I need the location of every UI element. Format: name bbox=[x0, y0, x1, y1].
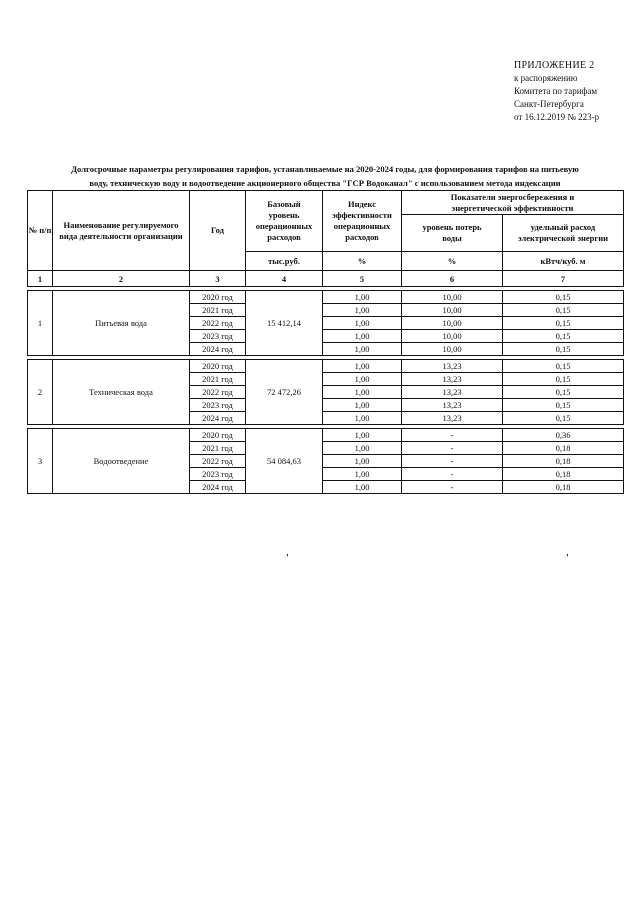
energy-consumption: 0,15 bbox=[503, 399, 624, 412]
appendix-line: к распоряжению bbox=[514, 73, 578, 83]
activity-name: Техническая вода bbox=[53, 360, 190, 425]
energy-consumption: 0,18 bbox=[503, 442, 624, 455]
unit-base: тыс.руб. bbox=[246, 252, 323, 271]
header-energy-group: Показатели энергосбережения и энергетической эффективности bbox=[402, 191, 624, 215]
water-loss: - bbox=[402, 455, 503, 468]
title-line-1: Долгосрочные параметры регулирования тарифов, устанавливаемые на 2020-2024 годы, для формирования тарифов на питьевую bbox=[71, 164, 579, 174]
efficiency-index: 1,00 bbox=[323, 291, 402, 304]
column-number: 2 bbox=[53, 271, 190, 287]
unit-index: % bbox=[323, 252, 402, 271]
energy-consumption: 0,15 bbox=[503, 386, 624, 399]
year-cell: 2022 год bbox=[190, 317, 246, 330]
column-number: 4 bbox=[246, 271, 323, 287]
header-name: Наименование регулируемого вида деятельности организации bbox=[53, 191, 190, 271]
header-loss: уровень потерь воды bbox=[402, 215, 503, 252]
energy-consumption: 0,15 bbox=[503, 360, 624, 373]
energy-consumption: 0,18 bbox=[503, 455, 624, 468]
efficiency-index: 1,00 bbox=[323, 481, 402, 494]
appendix-title: ПРИЛОЖЕНИЕ 2 bbox=[514, 60, 595, 71]
efficiency-index: 1,00 bbox=[323, 399, 402, 412]
year-cell: 2023 год bbox=[190, 330, 246, 343]
appendix-block bbox=[514, 59, 599, 124]
column-number: 6 bbox=[402, 271, 503, 287]
water-loss: - bbox=[402, 481, 503, 494]
activity-name: Питьевая вода bbox=[53, 291, 190, 356]
water-loss: 10,00 bbox=[402, 304, 503, 317]
energy-consumption: 0,18 bbox=[503, 468, 624, 481]
scan-mark: ' bbox=[566, 553, 569, 564]
efficiency-index: 1,00 bbox=[323, 412, 402, 425]
header-num: № п/п bbox=[28, 191, 53, 271]
water-loss: - bbox=[402, 429, 503, 442]
activity-name: Водоотведение bbox=[53, 429, 190, 494]
water-loss: 10,00 bbox=[402, 291, 503, 304]
efficiency-index: 1,00 bbox=[323, 373, 402, 386]
energy-consumption: 0,15 bbox=[503, 291, 624, 304]
energy-consumption: 0,36 bbox=[503, 429, 624, 442]
base-expenses: 72 472,26 bbox=[246, 360, 323, 425]
water-loss: 10,00 bbox=[402, 330, 503, 343]
unit-loss: % bbox=[402, 252, 503, 271]
efficiency-index: 1,00 bbox=[323, 304, 402, 317]
efficiency-index: 1,00 bbox=[323, 360, 402, 373]
table-row bbox=[28, 429, 624, 442]
year-cell: 2021 год bbox=[190, 373, 246, 386]
water-loss: 10,00 bbox=[402, 343, 503, 356]
year-cell: 2024 год bbox=[190, 481, 246, 494]
efficiency-index: 1,00 bbox=[323, 455, 402, 468]
base-expenses: 15 412,14 bbox=[246, 291, 323, 356]
table-row bbox=[28, 360, 624, 373]
base-expenses: 54 084,63 bbox=[246, 429, 323, 494]
efficiency-index: 1,00 bbox=[323, 317, 402, 330]
year-cell: 2023 год bbox=[190, 399, 246, 412]
energy-consumption: 0,15 bbox=[503, 373, 624, 386]
header-base: Базовый уровень операционных расходов bbox=[246, 191, 323, 252]
column-numbers-row bbox=[28, 271, 624, 287]
column-number: 7 bbox=[503, 271, 624, 287]
column-number: 5 bbox=[323, 271, 402, 287]
year-cell: 2021 год bbox=[190, 442, 246, 455]
year-cell: 2022 год bbox=[190, 386, 246, 399]
energy-consumption: 0,15 bbox=[503, 317, 624, 330]
water-loss: 13,23 bbox=[402, 360, 503, 373]
water-loss: - bbox=[402, 442, 503, 455]
efficiency-index: 1,00 bbox=[323, 468, 402, 481]
title-line-2: воду, техническую воду и водоотведение акционерного общества "ГСР Водоканал" с использованием метода индексации bbox=[89, 178, 561, 188]
water-loss: 13,23 bbox=[402, 399, 503, 412]
water-loss: 10,00 bbox=[402, 317, 503, 330]
energy-consumption: 0,15 bbox=[503, 343, 624, 356]
document-title bbox=[30, 162, 620, 190]
efficiency-index: 1,00 bbox=[323, 343, 402, 356]
energy-consumption: 0,15 bbox=[503, 330, 624, 343]
column-number: 1 bbox=[28, 271, 53, 287]
column-number: 3 bbox=[190, 271, 246, 287]
row-number: 2 bbox=[28, 360, 53, 425]
appendix-line: Санкт-Петербурга bbox=[514, 99, 584, 109]
row-number: 3 bbox=[28, 429, 53, 494]
year-cell: 2020 год bbox=[190, 429, 246, 442]
energy-consumption: 0,15 bbox=[503, 412, 624, 425]
year-cell: 2020 год bbox=[190, 291, 246, 304]
unit-energy: кВтч/куб. м bbox=[503, 252, 624, 271]
water-loss: 13,23 bbox=[402, 373, 503, 386]
appendix-line: от 16.12.2019 № 223-р bbox=[514, 112, 600, 122]
year-cell: 2024 год bbox=[190, 343, 246, 356]
efficiency-index: 1,00 bbox=[323, 442, 402, 455]
energy-consumption: 0,15 bbox=[503, 304, 624, 317]
year-cell: 2020 год bbox=[190, 360, 246, 373]
tariff-parameters-table bbox=[27, 190, 624, 494]
energy-consumption: 0,18 bbox=[503, 481, 624, 494]
header-year: Год bbox=[190, 191, 246, 271]
table-row bbox=[28, 291, 624, 304]
header-energy: удельный расход электрической энергии bbox=[503, 215, 624, 252]
efficiency-index: 1,00 bbox=[323, 386, 402, 399]
year-cell: 2021 год bbox=[190, 304, 246, 317]
water-loss: 13,23 bbox=[402, 386, 503, 399]
year-cell: 2023 год bbox=[190, 468, 246, 481]
header-index: Индекс эффективности операционных расходов bbox=[323, 191, 402, 252]
row-number: 1 bbox=[28, 291, 53, 356]
water-loss: - bbox=[402, 468, 503, 481]
efficiency-index: 1,00 bbox=[323, 429, 402, 442]
scan-mark: ' bbox=[286, 553, 289, 564]
appendix-line: Комитета по тарифам bbox=[514, 86, 598, 96]
year-cell: 2024 год bbox=[190, 412, 246, 425]
water-loss: 13,23 bbox=[402, 412, 503, 425]
efficiency-index: 1,00 bbox=[323, 330, 402, 343]
year-cell: 2022 год bbox=[190, 455, 246, 468]
